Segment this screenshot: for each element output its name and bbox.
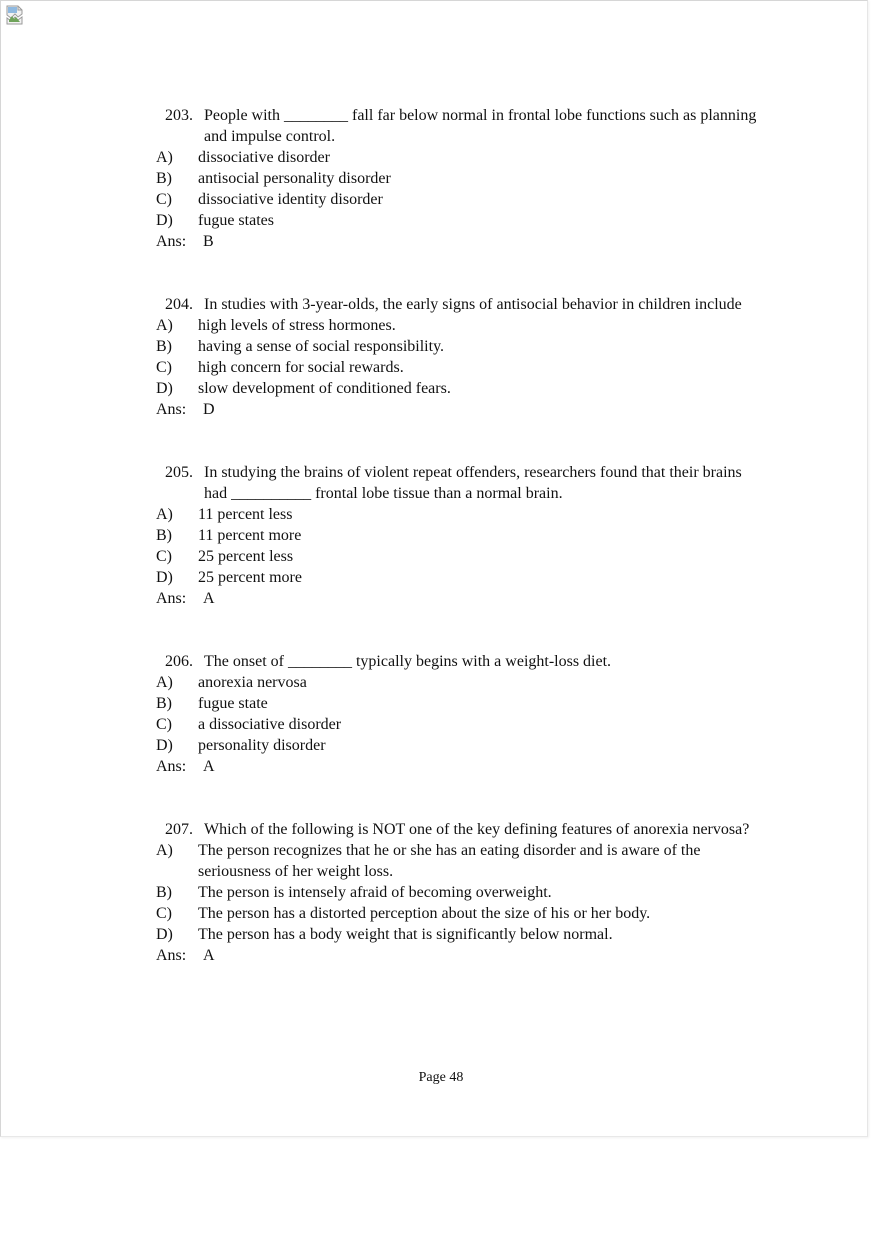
option-d (156, 210, 766, 231)
answer-label: Ans: (156, 233, 187, 250)
question-stem (156, 651, 766, 672)
answer-label: Ans: (156, 947, 187, 964)
option-text: The person is intensely afraid of becoming overweight. (198, 884, 552, 901)
option-text: dissociative disorder (198, 149, 330, 166)
answer-value: A (203, 947, 215, 964)
answer-label: Ans: (156, 758, 187, 775)
answer-value: B (203, 233, 214, 250)
question-203 (156, 105, 766, 252)
question-text: People with ________ fall far below normal in frontal lobe functions such as planning and impulse control. (204, 107, 757, 145)
option-text: personality disorder (198, 737, 326, 754)
answer-line (156, 756, 766, 777)
question-stem (156, 462, 766, 504)
option-text: 11 percent less (198, 506, 293, 523)
answer-line (156, 231, 766, 252)
option-letter: D) (156, 380, 173, 397)
option-letter: B) (156, 170, 172, 187)
answer-label: Ans: (156, 590, 187, 607)
question-number: 207. (165, 821, 193, 838)
option-letter: C) (156, 716, 172, 733)
option-text: dissociative identity disorder (198, 191, 383, 208)
option-letter: A) (156, 842, 173, 859)
option-letter: C) (156, 359, 172, 376)
option-c (156, 546, 766, 567)
option-letter: C) (156, 191, 172, 208)
question-stem (156, 105, 766, 147)
option-text: 11 percent more (198, 527, 302, 544)
answer-line (156, 588, 766, 609)
question-stem (156, 294, 766, 315)
option-a (156, 315, 766, 336)
option-letter: A) (156, 674, 173, 691)
option-letter: C) (156, 905, 172, 922)
broken-image-icon (4, 4, 26, 26)
option-letter: A) (156, 149, 173, 166)
option-text: The person has a body weight that is significantly below normal. (198, 926, 613, 943)
option-b (156, 168, 766, 189)
page-number: Page 48 (418, 1070, 464, 1085)
option-text: The person has a distorted perception about the size of his or her body. (198, 905, 651, 922)
option-text: high concern for social rewards. (198, 359, 404, 376)
question-number: 206. (165, 653, 193, 670)
option-letter: A) (156, 506, 173, 523)
question-stem (156, 819, 766, 840)
answer-label: Ans: (156, 401, 187, 418)
option-d (156, 924, 766, 945)
answer-line (156, 399, 766, 420)
question-list (156, 105, 766, 1008)
question-207 (156, 819, 766, 966)
answer-value: A (203, 590, 215, 607)
option-b (156, 882, 766, 903)
option-a (156, 504, 766, 525)
option-text: 25 percent more (198, 569, 302, 586)
question-text: In studies with 3-year-olds, the early signs of antisocial behavior in children include (204, 296, 742, 313)
question-205 (156, 462, 766, 609)
question-text: In studying the brains of violent repeat offenders, researchers found that their brains had __________ frontal lobe tissue than a normal brain. (204, 464, 742, 502)
option-d (156, 735, 766, 756)
option-text: anorexia nervosa (198, 674, 307, 691)
option-d (156, 378, 766, 399)
question-number: 205. (165, 464, 193, 481)
option-text: The person recognizes that he or she has an eating disorder and is aware of the seriousness of her weight loss. (198, 842, 701, 880)
option-text: a dissociative disorder (198, 716, 342, 733)
option-text: slow development of conditioned fears. (198, 380, 451, 397)
option-letter: D) (156, 737, 173, 754)
question-text: The onset of ________ typically begins with a weight-loss diet. (204, 653, 612, 670)
answer-value: D (203, 401, 215, 418)
option-letter: D) (156, 569, 173, 586)
option-letter: B) (156, 527, 172, 544)
answer-line (156, 945, 766, 966)
option-c (156, 903, 766, 924)
option-letter: D) (156, 212, 173, 229)
option-b (156, 693, 766, 714)
option-letter: B) (156, 338, 172, 355)
option-a (156, 147, 766, 168)
question-number: 204. (165, 296, 193, 313)
option-letter: B) (156, 695, 172, 712)
option-text: fugue state (198, 695, 268, 712)
question-text: Which of the following is NOT one of the key defining features of anorexia nervosa? (204, 821, 750, 838)
question-number: 203. (165, 107, 193, 124)
question-204 (156, 294, 766, 420)
option-letter: C) (156, 548, 172, 565)
option-c (156, 357, 766, 378)
option-c (156, 189, 766, 210)
option-b (156, 336, 766, 357)
option-letter: B) (156, 884, 172, 901)
option-text: antisocial personality disorder (198, 170, 391, 187)
question-206 (156, 651, 766, 777)
option-a (156, 672, 766, 693)
option-c (156, 714, 766, 735)
answer-value: A (203, 758, 215, 775)
option-d (156, 567, 766, 588)
option-a (156, 840, 766, 882)
option-b (156, 525, 766, 546)
option-letter: A) (156, 317, 173, 334)
option-letter: D) (156, 926, 173, 943)
option-text: having a sense of social responsibility. (198, 338, 445, 355)
option-text: high levels of stress hormones. (198, 317, 396, 334)
option-text: fugue states (198, 212, 274, 229)
option-text: 25 percent less (198, 548, 294, 565)
